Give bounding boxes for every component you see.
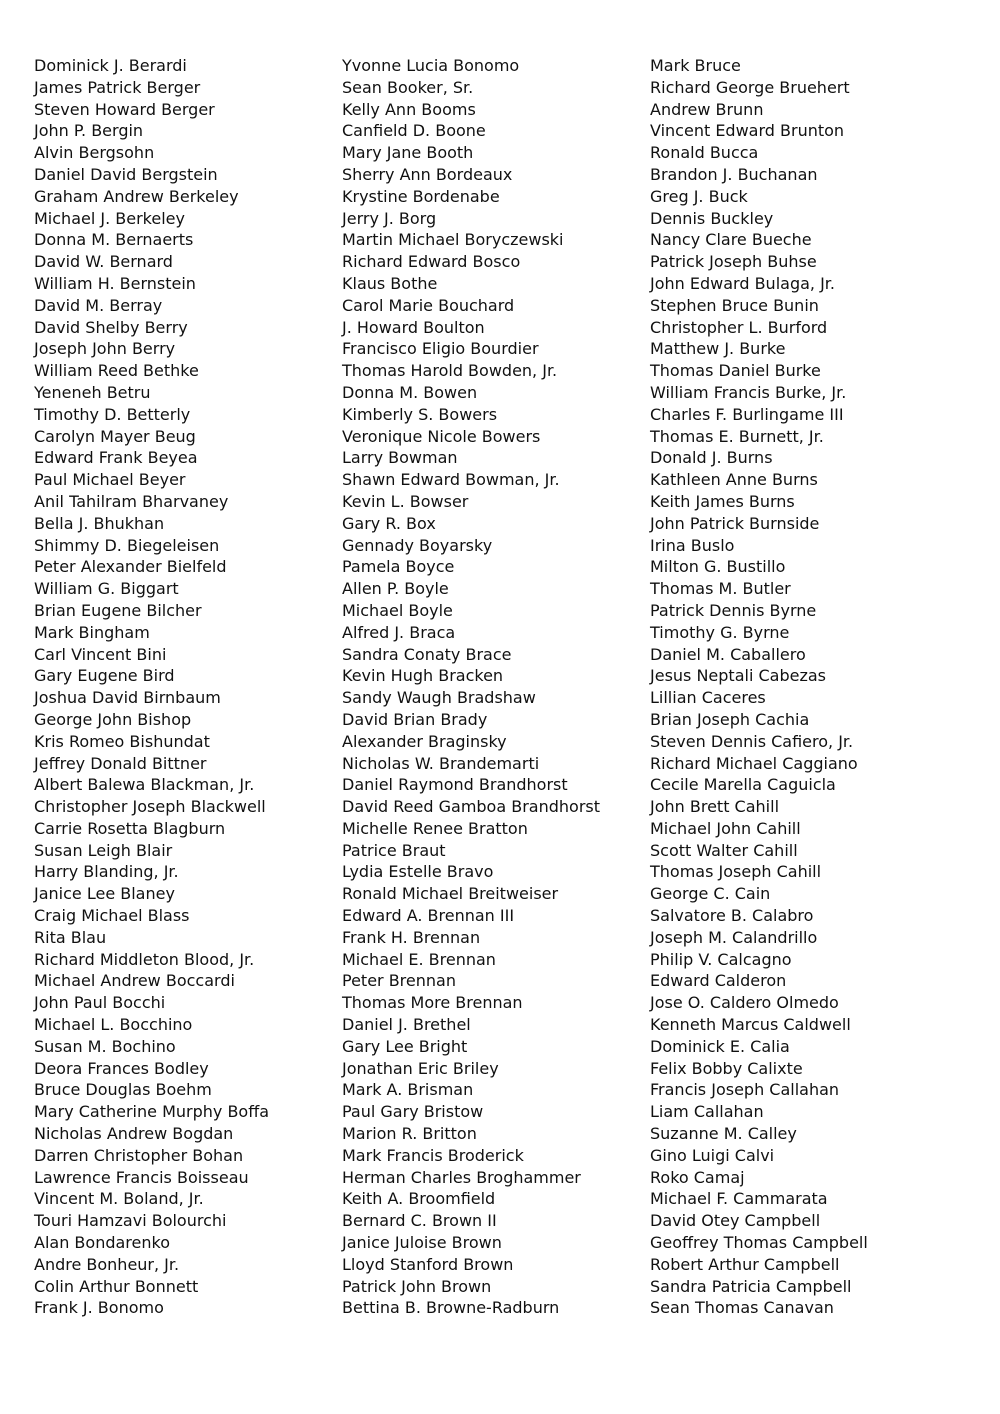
name-entry: Stephen Bruce Bunin — [650, 295, 819, 315]
name-entry: Richard Edward Bosco — [342, 252, 521, 272]
name-entry: Joseph M. Calandrillo — [650, 927, 818, 947]
name-entry: James Patrick Berger — [34, 77, 201, 97]
name-entry: Dominick J. Berardi — [34, 56, 187, 75]
name-entry: Brian Joseph Cachia — [650, 709, 810, 729]
name-entry: Patrick Dennis Byrne — [650, 600, 817, 620]
name-entry: Scott Walter Cahill — [650, 840, 798, 860]
name-entry: Jonathan Eric Briley — [342, 1058, 499, 1078]
name-entry: Thomas E. Burnett, Jr. — [650, 426, 824, 446]
name-entry: Klaus Bothe — [342, 273, 438, 293]
name-entry: Donald J. Burns — [650, 448, 773, 468]
name-entry: Michael John Cahill — [650, 818, 801, 838]
name-entry: Vincent M. Boland, Jr. — [34, 1189, 204, 1209]
name-entry: Vincent Edward Brunton — [650, 121, 845, 141]
name-entry: William Reed Bethke — [34, 361, 199, 381]
name-entry: Mary Jane Booth — [342, 143, 474, 163]
name-entry: Brandon J. Buchanan — [650, 164, 818, 184]
name-entry: Steven Dennis Cafiero, Jr. — [650, 731, 854, 751]
name-entry: Herman Charles Broghammer — [342, 1167, 581, 1187]
name-entry: Gary R. Box — [342, 513, 436, 533]
name-entry: Nicholas W. Brandemarti — [342, 753, 540, 773]
name-entry: Nicholas Andrew Bogdan — [34, 1124, 234, 1144]
name-entry: Alan Bondarenko — [34, 1233, 170, 1253]
name-entry: Paul Michael Beyer — [34, 470, 186, 490]
name-entry: Jerry J. Borg — [342, 208, 437, 228]
name-entry: George C. Cain — [650, 884, 771, 904]
name-entry: Kevin Hugh Bracken — [342, 666, 504, 686]
name-entry: Ronald Michael Breitweiser — [342, 884, 559, 904]
name-entry: Mark Francis Broderick — [342, 1145, 524, 1165]
name-entry: David M. Berray — [34, 295, 163, 315]
name-entry: Sherry Ann Bordeaux — [342, 164, 513, 184]
name-entry: David W. Bernard — [34, 252, 173, 272]
name-entry: Krystine Bordenabe — [342, 186, 500, 206]
name-entry: John Patrick Burnside — [650, 513, 820, 533]
name-entry: Daniel Raymond Brandhorst — [342, 775, 568, 795]
name-entry: Anil Tahilram Bharvaney — [34, 491, 229, 511]
name-entry: Kimberly S. Bowers — [342, 404, 498, 424]
name-entry: Lydia Estelle Bravo — [342, 862, 494, 882]
name-entry: Kathleen Anne Burns — [650, 470, 818, 490]
name-entry: Edward Frank Beyea — [34, 448, 198, 468]
name-entry: David Reed Gamboa Brandhorst — [342, 797, 601, 817]
name-entry: Marion R. Britton — [342, 1124, 477, 1144]
name-entry: Greg J. Buck — [650, 186, 748, 206]
name-entry: Ronald Bucca — [650, 143, 759, 163]
name-entry: Dominick E. Calia — [650, 1036, 790, 1056]
name-entry: Lloyd Stanford Brown — [342, 1254, 514, 1274]
name-entry: Frank H. Brennan — [342, 927, 481, 947]
name-entry: Irina Buslo — [650, 535, 735, 555]
name-entry: Geoffrey Thomas Campbell — [650, 1233, 868, 1253]
name-entry: David Otey Campbell — [650, 1211, 821, 1231]
name-entry: Yvonne Lucia Bonomo — [342, 56, 520, 75]
name-entry: Thomas Harold Bowden, Jr. — [342, 361, 558, 381]
name-entry: Milton G. Bustillo — [650, 557, 786, 577]
name-entry: Michael J. Berkeley — [34, 208, 185, 228]
name-entry: Kenneth Marcus Caldwell — [650, 1015, 851, 1035]
name-entry: Sandra Conaty Brace — [342, 644, 512, 664]
name-entry: Francis Joseph Callahan — [650, 1080, 840, 1100]
name-entry: Dennis Buckley — [650, 208, 774, 228]
name-entry: Larry Bowman — [342, 448, 458, 468]
name-entry: Graham Andrew Berkeley — [34, 186, 239, 206]
name-entry: George John Bishop — [34, 709, 192, 729]
name-entry: Richard Michael Caggiano — [650, 753, 858, 773]
name-entry: Lawrence Francis Boisseau — [34, 1167, 249, 1187]
name-entry: Nancy Clare Bueche — [650, 230, 812, 250]
name-column-2 — [342, 55, 600, 1319]
name-entry: Deora Frances Bodley — [34, 1058, 209, 1078]
name-entry: Yeneneh Betru — [34, 382, 151, 402]
name-entry: Thomas M. Butler — [650, 579, 791, 599]
name-entry: Daniel David Bergstein — [34, 164, 218, 184]
name-entry: Shawn Edward Bowman, Jr. — [342, 470, 560, 490]
name-entry: Steven Howard Berger — [34, 99, 215, 119]
name-entry: Jesus Neptali Cabezas — [650, 666, 826, 686]
name-entry: Thomas More Brennan — [342, 993, 523, 1013]
name-entry: Cecile Marella Caguicla — [650, 775, 836, 795]
name-entry: Timothy D. Betterly — [34, 404, 191, 424]
name-entry: Timothy G. Byrne — [650, 622, 790, 642]
name-entry: Roko Camaj — [650, 1167, 745, 1187]
name-entry: Veronique Nicole Bowers — [342, 426, 541, 446]
name-entry: Michael L. Bocchino — [34, 1015, 193, 1035]
name-entry: Colin Arthur Bonnett — [34, 1276, 199, 1296]
name-entry: J. Howard Boulton — [342, 317, 485, 337]
name-entry: Christopher L. Burford — [650, 317, 828, 337]
name-entry: Kevin L. Bowser — [342, 491, 469, 511]
name-entry: Gary Eugene Bird — [34, 666, 175, 686]
name-entry: Philip V. Calcagno — [650, 949, 792, 969]
name-entry: Mark A. Brisman — [342, 1080, 474, 1100]
name-entry: Sean Booker, Sr. — [342, 77, 474, 97]
name-entry: Mark Bingham — [34, 622, 150, 642]
name-entry: Thomas Daniel Burke — [650, 361, 821, 381]
name-entry: Alexander Braginsky — [342, 731, 507, 751]
name-entry: Donna M. Bernaerts — [34, 230, 194, 250]
name-entry: Michael F. Cammarata — [650, 1189, 828, 1209]
name-entry: Gennady Boyarsky — [342, 535, 493, 555]
name-entry: Daniel J. Brethel — [342, 1015, 471, 1035]
name-column-3 — [650, 55, 868, 1319]
name-entry: John Edward Bulaga, Jr. — [650, 273, 835, 293]
name-entry: Alvin Bergsohn — [34, 143, 155, 163]
name-entry: Patrick Joseph Buhse — [650, 252, 817, 272]
name-entry: Andre Bonheur, Jr. — [34, 1254, 180, 1274]
name-entry: Christopher Joseph Blackwell — [34, 797, 266, 817]
name-entry: John Brett Cahill — [650, 797, 780, 817]
name-entry: Janice Lee Blaney — [34, 884, 175, 904]
name-entry: Jose O. Caldero Olmedo — [650, 993, 839, 1013]
name-entry: Brian Eugene Bilcher — [34, 600, 202, 620]
name-entry: Bettina B. Browne-Radburn — [342, 1298, 560, 1318]
name-entry: Darren Christopher Bohan — [34, 1145, 244, 1165]
name-entry: Paul Gary Bristow — [342, 1102, 484, 1122]
name-entry: Charles F. Burlingame III — [650, 404, 844, 424]
name-entry: Richard Middleton Blood, Jr. — [34, 949, 255, 969]
name-entry: Gary Lee Bright — [342, 1036, 468, 1056]
name-entry: Edward Calderon — [650, 971, 787, 991]
name-entry: William G. Biggart — [34, 579, 179, 599]
name-entry: Rita Blau — [34, 927, 107, 947]
name-entry: Peter Brennan — [342, 971, 456, 991]
name-column-1 — [34, 55, 269, 1319]
name-entry: Joshua David Birnbaum — [34, 688, 221, 708]
name-entry: Michael E. Brennan — [342, 949, 496, 969]
name-entry: Daniel M. Caballero — [650, 644, 806, 664]
name-entry: Susan Leigh Blair — [34, 840, 173, 860]
name-entry: Edward A. Brennan III — [342, 906, 515, 926]
name-entry: Carl Vincent Bini — [34, 644, 167, 664]
name-entry: Canfield D. Boone — [342, 121, 486, 141]
name-entry: David Shelby Berry — [34, 317, 188, 337]
name-entry: Kris Romeo Bishundat — [34, 731, 210, 751]
name-entry: Patrice Braut — [342, 840, 446, 860]
name-entry: Sandy Waugh Bradshaw — [342, 688, 536, 708]
name-entry: Harry Blanding, Jr. — [34, 862, 179, 882]
name-entry: Michael Boyle — [342, 600, 453, 620]
name-entry: Alfred J. Braca — [342, 622, 456, 642]
name-entry: Jeffrey Donald Bittner — [34, 753, 207, 773]
name-entry: Lillian Caceres — [650, 688, 766, 708]
name-entry: Albert Balewa Blackman, Jr. — [34, 775, 255, 795]
name-entry: Thomas Joseph Cahill — [650, 862, 822, 882]
name-entry: Michelle Renee Bratton — [342, 818, 528, 838]
name-entry: Keith A. Broomfield — [342, 1189, 496, 1209]
name-entry: Allen P. Boyle — [342, 579, 449, 599]
name-entry: Richard George Bruehert — [650, 77, 850, 97]
name-entry: John Paul Bocchi — [34, 993, 166, 1013]
name-entry: Patrick John Brown — [342, 1276, 492, 1296]
name-entry: Bella J. Bhukhan — [34, 513, 165, 533]
name-entry: Bruce Douglas Boehm — [34, 1080, 212, 1100]
name-entry: Peter Alexander Bielfeld — [34, 557, 227, 577]
name-entry: Martin Michael Boryczewski — [342, 230, 564, 250]
name-entry: John P. Bergin — [34, 121, 144, 141]
name-entry: William Francis Burke, Jr. — [650, 382, 847, 402]
name-entry: Pamela Boyce — [342, 557, 455, 577]
name-entry: Michael Andrew Boccardi — [34, 971, 235, 991]
name-entry: Susan M. Bochino — [34, 1036, 176, 1056]
name-entry: Salvatore B. Calabro — [650, 906, 814, 926]
name-entry: Andrew Brunn — [650, 99, 764, 119]
name-entry: Carrie Rosetta Blagburn — [34, 818, 226, 838]
name-entry: Felix Bobby Calixte — [650, 1058, 803, 1078]
name-entry: Kelly Ann Booms — [342, 99, 476, 119]
name-entry: Craig Michael Blass — [34, 906, 190, 926]
name-entry: Joseph John Berry — [34, 339, 176, 359]
name-entry: Francisco Eligio Bourdier — [342, 339, 539, 359]
name-entry: Shimmy D. Biegeleisen — [34, 535, 220, 555]
name-entry: Mark Bruce — [650, 56, 741, 75]
name-entry: Frank J. Bonomo — [34, 1298, 164, 1318]
name-entry: Janice Juloise Brown — [342, 1233, 502, 1253]
name-entry: Touri Hamzavi Bolourchi — [34, 1211, 227, 1231]
name-entry: Mary Catherine Murphy Boffa — [34, 1102, 270, 1122]
name-entry: Keith James Burns — [650, 491, 795, 511]
name-entry: William H. Bernstein — [34, 273, 196, 293]
name-entry: Suzanne M. Calley — [650, 1124, 797, 1144]
name-entry: Robert Arthur Campbell — [650, 1254, 840, 1274]
name-entry: Carol Marie Bouchard — [342, 295, 515, 315]
name-entry: David Brian Brady — [342, 709, 488, 729]
name-entry: Carolyn Mayer Beug — [34, 426, 196, 446]
name-entry: Donna M. Bowen — [342, 382, 478, 402]
name-entry: Sandra Patricia Campbell — [650, 1276, 852, 1296]
name-entry: Bernard C. Brown II — [342, 1211, 497, 1231]
name-entry: Sean Thomas Canavan — [650, 1298, 834, 1318]
name-entry: Gino Luigi Calvi — [650, 1145, 775, 1165]
name-entry: Matthew J. Burke — [650, 339, 786, 359]
name-entry: Liam Callahan — [650, 1102, 764, 1122]
